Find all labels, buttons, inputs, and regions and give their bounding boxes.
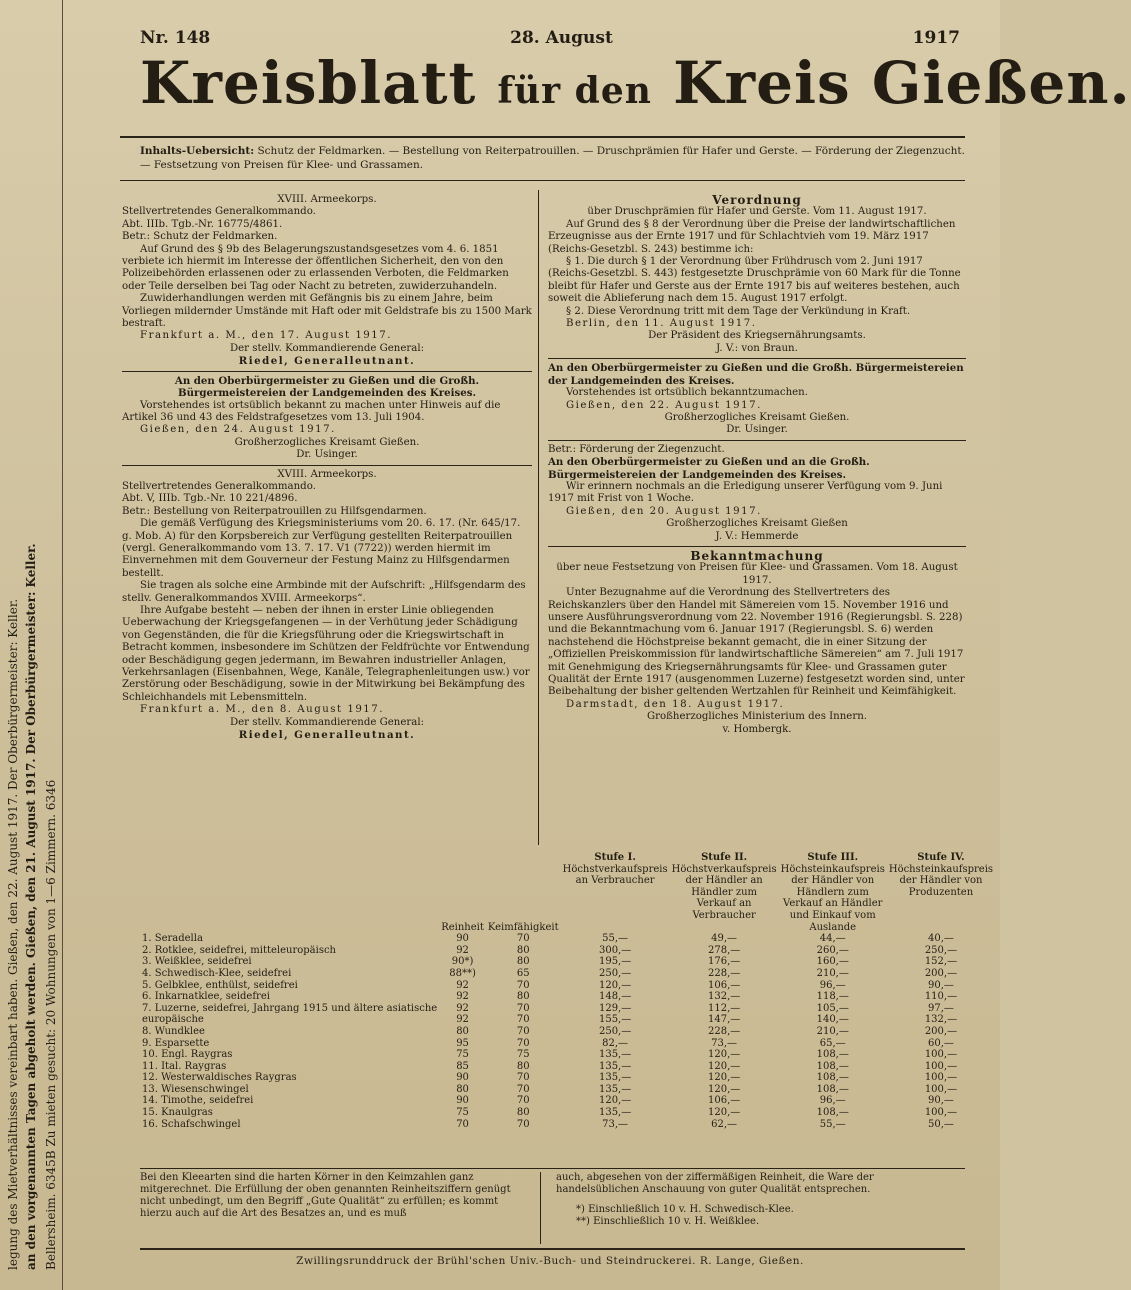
cell-keim: 75 [516,1049,530,1061]
cell-keim: 70 [516,1037,530,1049]
divider [548,546,966,547]
cell-stufe-3: 108,— [816,1107,849,1119]
b-place: Gießen, den 22. August 1917. [566,399,762,411]
verordnung-signature-2: J. V.: von Braun. [716,342,798,354]
cell-stufe-2: 228,— [707,967,741,979]
a1-kommando: Stellvertretendes Generalkommando. [122,206,316,218]
cell-stufe-3: 44,— [819,933,846,945]
cell-keim: 70 [516,1025,530,1037]
z-signature-2: J. V.: Hemmerde [715,530,799,542]
a1-abt: Abt. IIIb. Tgb.-Nr. 16775/4861. [122,218,283,230]
seed-name: 15. Knaulgras [142,1107,213,1119]
stufe-4-title: Stufe IV. [917,852,965,863]
divider [548,358,966,359]
cell-stufe-1: 195,— [598,956,632,968]
table-row [140,933,995,945]
verordnung-body-1: Auf Grund des § 8 der Verordnung über die Preise der landwirtschaftlichen Erzeugnisse aus der Ernte 1917 und für Schlachtvieh vom 19. März 1917 (Reichs-Gesetzbl. S. 243) bestimme ich: [548,218,956,255]
cell-stufe-2: 62,— [711,1118,738,1130]
table-row [140,956,995,968]
seed-name: 7. Luzerne, seidefrei, Jahrgang 1915 und ältere asiatische [142,1002,438,1014]
a1-signature-2: Riedel, Generalleutnant. [238,355,416,368]
cell-keim: 70 [516,1072,530,1084]
seed-name: 9. Esparsette [142,1037,210,1049]
table-row [140,1014,995,1026]
cell-keim: 70 [516,1095,530,1107]
cell-stufe-4: 152,— [924,956,958,968]
cell-reinheit: 70 [456,1118,469,1130]
toc-text: Schutz der Feldmarken. — Bestellung von Reiterpatrouillen. — Druschprämien für Hafer und Gerste. — Förderung der Ziegenzucht. — Festsetzung von Preisen für Klee- und Grassamen. [140,145,965,171]
cell-stufe-3: 210,— [816,967,849,979]
b-body: Vorstehendes ist ortsüblich bekanntzumachen. [566,387,808,399]
a3-signature-2: Riedel, Generalleutnant. [238,729,416,742]
cell-stufe-2: 73,— [711,1037,738,1049]
cell-stufe-1: 300,— [598,944,632,956]
cell-stufe-1: 120,— [598,1095,632,1107]
cell-stufe-1: 135,— [598,1083,632,1095]
table-row [140,1072,995,1084]
masthead-title [140,49,1131,122]
cell-stufe-2: 106,— [707,1095,741,1107]
cell-keim: 70 [516,1118,530,1130]
col-stufe-3 [779,852,887,933]
table-row [140,1084,995,1096]
b-signature-1: Großherzogliches Kreisamt Gießen. [664,411,850,423]
cell-stufe-2: 106,— [707,979,741,991]
seed-name: 12. Westerwaldisches Raygras [142,1072,297,1084]
cell-keim: 70 [516,979,530,991]
table-header-row [140,852,995,933]
table-of-contents [140,144,965,172]
masthead-word-2: für den [497,70,652,112]
cell-reinheit: 92 [456,944,469,956]
cell-stufe-3: 105,— [816,1002,849,1014]
b-signature-2: Dr. Usinger. [726,424,788,436]
cell-reinheit: 75 [456,1107,469,1119]
cell-stufe-3: 260,— [816,944,849,956]
cell-stufe-1: 135,— [598,1060,632,1072]
cell-stufe-2: 120,— [707,1107,741,1119]
bekanntmachung-subtitle: über neue Festsetzung von Preisen für Klee- und Grassamen. Vom 18. August 1917. [556,562,958,586]
cell-reinheit: 90 [456,1072,469,1084]
cell-stufe-1: 155,— [598,1014,632,1026]
stufe-1-title: Stufe I. [594,852,636,863]
cell-stufe-3: 210,— [816,1025,849,1037]
cell-keim: 65 [516,967,530,979]
col-stufe-2 [670,852,779,933]
seed-name: 3. Weißklee, seidefrei [142,956,252,968]
cell-stufe-2: 176,— [707,956,741,968]
cell-stufe-4: 50,— [928,1118,954,1130]
a1-body-1: Auf Grund des § 9b des Belagerungszustandsgesetzes vom 4. 6. 1851 verbiete ich hiermit im Interesse der öffentlichen Sicherheit, den von den Polizeibehörden erlassenen oder zu erlassenden Verboten, die Feldmarken oder Teile derselben bei Tag oder Nacht zu betreten, zuwiderzuhandeln. [122,243,509,292]
cell-stufe-2: 120,— [707,1060,741,1072]
cell-stufe-1: 73,— [602,1118,629,1130]
cell-reinheit: 92 [456,1002,469,1014]
cell-stufe-4: 200,— [924,967,958,979]
toc-label: Inhalts-Uebersicht: [140,145,255,157]
cell-stufe-2: 112,— [707,1002,741,1014]
cell-stufe-3: 96,— [819,1095,846,1107]
z-betr: Betr.: Förderung der Ziegenzucht. [548,443,725,455]
cell-reinheit: 75 [456,1049,469,1061]
right-column [548,194,966,736]
bekanntmachung-signature-1: Großherzogliches Ministerium des Innern. [646,711,868,723]
seed-name: 1. Seradella [142,933,203,945]
seed-name: 2. Rotklee, seidefrei, mitteleuropäisch [142,944,336,956]
cell-stufe-1: 135,— [598,1049,632,1061]
a3-korps: XVIII. Armeekorps. [277,468,377,480]
cell-reinheit: 85 [456,1060,469,1072]
cell-stufe-4: 90,— [928,979,954,991]
z-heading: An den Oberbürgermeister zu Gießen und an die Großh. Bürgermeistereien der Landgemeinden des Kreises. [548,456,870,481]
verordnung-title: Verordnung [712,193,802,207]
verordnung-signature-1: Der Präsident des Kriegsernährungsamts. [648,330,866,342]
cell-stufe-2: 120,— [707,1083,741,1095]
cell-stufe-2: 120,— [707,1049,741,1061]
a3-kommando: Stellvertretendes Generalkommando. [122,480,316,492]
table-notes-left: Bei den Kleearten sind die harten Körner in den Keimzahlen ganz mitgerechnet. Die Erfüllung der oben genannten Reinheitsziffern genügt nicht unbedingt, um den Begriff „Gute Qualität“ zu erfüllen; es kommt hierzu auch auf die Art des Besatzes an, und es muß [140,1172,511,1219]
masthead-word-1: Kreisblatt [140,49,477,117]
cell-stufe-1: 120,— [598,979,632,991]
seed-price-table [140,852,995,1130]
rule-under-toc [120,180,965,181]
b-heading: An den Oberbürgermeister zu Gießen und die Großh. Bürgermeistereien der Landgemeinden des Kreises. [548,362,964,387]
stufe-1-desc: Höchstverkaufspreis an Verbraucher [562,863,668,887]
issue-year: 1917 [912,28,960,48]
verordnung-body-3: § 2. Diese Verordnung tritt mit dem Tage der Verkündung in Kraft. [566,305,911,317]
a2-place: Gießen, den 24. August 1917. [140,424,336,436]
seed-name: 11. Ital. Raygras [142,1060,227,1072]
cell-stufe-2: 228,— [707,1025,741,1037]
masthead-word-3: Kreis Gießen. [673,49,1131,117]
col-stufe-1 [561,852,670,933]
cell-stufe-1: 148,— [598,991,632,1003]
cell-reinheit: 90 [456,1095,469,1107]
cell-stufe-2: 120,— [707,1072,741,1084]
z-place: Gießen, den 20. August 1917. [566,505,762,517]
table-row [140,980,995,992]
table-row [140,1107,995,1119]
cell-keim: 80 [516,944,530,956]
cell-reinheit: 80 [456,1025,469,1037]
cell-stufe-1: 250,— [598,967,632,979]
rule-bottom [140,1248,965,1250]
bekanntmachung-body: Unter Bezugnahme auf die Verordnung des Stellvertreters des Reichskanzlers über den Handel mit Sämereien vom 15. November 1916 und unsere Ausführungsverordnung vom 22. November 1916 (Regierungsbl. S. 228) und die Bekanntmachung vom 6. Januar 1917 (Regierungsbl. S. 6) werden nachstehend die Höchstpreise bekannt gemacht, die in einer Sitzung der „Offiziellen Preiskommission für landwirtschaftliche Sämereien“ am 7. Juli 1917 mit Genehmigung des Kriegsernährungsamts für Klee- und Grassamen guter Qualität der Ernte 1917 (ausgenommen Luzerne) festgesetzt worden sind, unter Beibehaltung der bisher geltenden Wertzahlen für Reinheit und Keimfähigkeit. [548,587,965,698]
left-column [122,194,532,741]
table-row [140,1049,995,1061]
a2-signature-1: Großherzogliches Kreisamt Gießen. [234,436,420,448]
cell-stufe-1: 82,— [602,1037,629,1049]
bekanntmachung-place: Darmstadt, den 18. August 1917. [566,698,785,710]
divider [122,371,532,372]
a1-body-2: Zuwiderhandlungen werden mit Gefängnis bis zu einem Jahre, beim Vorliegen mildernder Umstände mit Haft oder mit Geldstrafe bis zu 1500 Mark bestraft. [122,293,532,330]
table-row [140,1026,995,1038]
stufe-2-desc: Höchstverkaufspreis der Händler an Händler zum Verkauf an Verbraucher [671,863,777,921]
a2-body: Vorstehendes ist ortsüblich bekannt zu machen unter Hinweis auf die Artikel 36 und 43 des Feldstrafgesetzes vom 13. Juli 1904. [122,399,501,423]
cell-stufe-4: 250,— [924,944,958,956]
cell-reinheit: 92 [456,991,469,1003]
verordnung-subtitle: über Druschprämien für Hafer und Gerste. Vom 11. August 1917. [587,206,927,218]
divider [122,465,532,466]
seed-name: 6. Inkarnatklee, seidefrei [142,991,270,1003]
cell-stufe-1: 129,— [598,1002,632,1014]
cell-stufe-2: 278,— [707,944,741,956]
table-row [140,1095,995,1107]
table-row [140,1061,995,1073]
cell-stufe-4: 97,— [928,1002,954,1014]
cell-keim: 80 [516,1107,530,1119]
cell-keim: 70 [516,933,530,945]
seed-name: 16. Schafschwingel [142,1118,241,1130]
cell-reinheit: 92 [456,979,469,991]
left-margin-strip [0,0,63,1290]
cell-stufe-3: 108,— [816,1083,849,1095]
a2-heading: An den Oberbürgermeister zu Gießen und die Großh. Bürgermeistereien der Landgemeinden des Kreises. [174,374,480,400]
seed-name: 8. Wundklee [142,1025,205,1037]
margin-fragment-c: Bellersheim. 6345B Zu mieten gesucht: 20 Wohnungen von 1—6 Zimmern. 6346 [44,779,58,1270]
z-body: Wir erinnern nochmals an die Erledigung unserer Verfügung vom 9. Juni 1917 mit Frist von 1 Woche. [548,480,943,505]
cell-stufe-1: 55,— [602,933,629,945]
cell-stufe-4: 40,— [928,933,954,945]
seed-name: 10. Engl. Raygras [142,1049,233,1061]
seed-name: 13. Wiesenschwingel [142,1083,249,1095]
cell-reinheit: 90 [456,933,469,945]
cell-stufe-4: 100,— [924,1060,958,1072]
a1-korps: XVIII. Armeekorps. [277,194,377,205]
a3-body-1: Die gemäß Verfügung des Kriegsministeriums vom 20. 6. 17. (Nr. 645/17. g. Mob. A) für den Korpsbereich zur Verfügung gestellten Reiterpatrouillen (vergl. Generalkommando vom 13. 7. 17. V1 (7722)) werden hiermit im Einvernehmen mit dem Gouverneur der Festung Mainz zu Hilfsgendarmen bestellt. [122,518,521,579]
cell-stufe-1: 250,— [598,1025,632,1037]
a3-place: Frankfurt a. M., den 8. August 1917. [140,704,385,716]
cell-keim: 80 [516,991,530,1003]
cell-reinheit: 80 [456,1083,469,1095]
bekanntmachung-signature-2: v. Hombergk. [722,723,792,735]
a2-signature-2: Dr. Usinger. [296,449,358,461]
verordnung-place: Berlin, den 11. August 1917. [566,318,757,330]
a3-betr: Betr.: Bestellung von Reiterpatrouillen zu Hilfsgendarmen. [122,505,427,517]
cell-stufe-3: 118,— [816,991,849,1003]
cell-reinheit: 95 [456,1037,469,1049]
col-keim: Keimfähigkeit [487,921,559,933]
cell-stufe-3: 55,— [819,1118,846,1130]
footnote-1: *) Einschließlich 10 v. H. Schwedisch-Klee. [576,1204,794,1215]
cell-stufe-3: 108,— [816,1049,849,1061]
a1-place: Frankfurt a. M., den 17. August 1917. [140,330,392,342]
cell-stufe-4: 100,— [924,1049,958,1061]
a1-signature-1: Der stellv. Kommandierende General: [229,342,425,354]
cell-reinheit: 92 [456,1014,469,1026]
printer-imprint: Zwillingsrunddruck der Brühl'schen Univ.-Buch- und Steindruckerei. R. Lange, Gießen. [296,1255,804,1267]
footnote-2: **) Einschließlich 10 v. H. Weißklee. [576,1216,760,1227]
table-row [140,968,995,980]
issue-number: Nr. 148 [140,28,211,48]
notes-continuation: auch, abgesehen von der ziffermäßigen Reinheit, die Ware der handelsüblichen Anschauung von guter Qualität entsprechen. [556,1172,874,1195]
table-row [140,1038,995,1050]
cell-reinheit: 90*) [451,956,474,968]
seed-name: 5. Gelbklee, enthülst, seidefrei [142,979,298,991]
cell-stufe-2: 49,— [711,933,738,945]
cell-stufe-3: 96,— [819,979,846,991]
cell-stufe-4: 100,— [924,1107,958,1119]
table-row [140,1119,995,1131]
cell-stufe-4: 132,— [924,1014,958,1026]
margin-fragment-a: legung des Mietverhältnisses vereinbart haben. Gießen, den 22. August 1917. Der Oberbürgermeister: Keller. [6,598,20,1270]
margin-fragment-b: an den vorgenannten Tagen abgeholt werden. Gießen, den 21. August 1917. Der Oberbürgermeister: Keller. [24,543,38,1270]
table-row [140,1003,995,1015]
verordnung-body-2: § 1. Die durch § 1 der Verordnung über Frühdrusch vom 2. Juni 1917 (Reichs-Gesetzbl. S. 443) festgesetzte Druschprämie von 60 Mark für die Tonne bleibt für Hafer und Gerste aus der Ernte 1917 bis auf weiteres bestehen, auch soweit die Ablieferung nach dem 15. August 1917 erfolgt. [548,256,961,305]
cell-stufe-3: 140,— [816,1014,849,1026]
cell-keim: 80 [516,1060,530,1072]
cell-stufe-3: 160,— [816,956,849,968]
z-signature-1: Großherzogliches Kreisamt Gießen [666,518,848,530]
divider [548,440,966,441]
column-separator [538,190,539,845]
stufe-2-title: Stufe II. [701,852,748,863]
a3-body-3: Ihre Aufgabe besteht — neben der ihnen in erster Linie obliegenden Ueberwachung der Kriegsgefangenen — in der Verhütung jeder Schädigung von Gegenständen, die für die Kriegsführung oder die Kriegswirtschaft in Betracht kommen, insbesondere im Schützen der Feldfrüchte vor Entwendung oder Beschädigung gegen jedermann, im Bewahren industrieller Anlagen, Verkehrsanlagen (Eisenbahnen, Wege, Kanäle, Telegraphenleitungen usw.) vor Zerstörung oder Beschädigung, sowie in der Mitwirkung bei Bekämpfung des Schleichhandels mit Lebensmitteln. [122,605,530,703]
cell-stufe-2: 147,— [707,1014,741,1026]
table-row [140,945,995,957]
seed-name: europäische [142,1014,204,1026]
cell-stufe-3: 108,— [816,1072,849,1084]
col-reinheit: Reinheit [441,921,484,933]
issue-date: 28. August [510,28,613,48]
stufe-3-desc: Höchsteinkaufspreis der Händler von Händlern zum Verkauf an Händler und Einkauf vom Auslande [780,863,885,933]
stufe-4-desc: Höchsteinkaufspreis der Händler von Produzenten [888,863,994,898]
cell-stufe-1: 135,— [598,1072,632,1084]
cell-stufe-4: 200,— [924,1025,958,1037]
cell-keim: 80 [516,956,530,968]
cell-reinheit: 88**) [449,967,476,979]
cell-stufe-4: 100,— [924,1072,958,1084]
seed-name: 14. Timothe, seidefrei [142,1095,254,1107]
cell-stufe-1: 135,— [598,1107,632,1119]
col-stufe-4 [887,852,995,933]
a3-body-2: Sie tragen als solche eine Armbinde mit der Aufschrift: „Hilfsgendarm des stellv. Generalkommandos XVIII. Armeekorps“. [122,580,526,604]
rule-under-table [140,1168,965,1169]
seed-name: 4. Schwedisch-Klee, seidefrei [142,967,292,979]
a3-abt: Abt. V, IIIb. Tgb.-Nr. 10 221/4896. [122,493,298,505]
issue-line [140,28,960,48]
cell-keim: 70 [516,1083,530,1095]
table-notes-right [556,1172,956,1228]
cell-stufe-4: 90,— [928,1095,954,1107]
cell-keim: 70 [516,1014,530,1026]
a1-betr: Betr.: Schutz der Feldmarken. [122,231,278,243]
cell-stufe-2: 132,— [707,991,741,1003]
cell-stufe-3: 108,— [816,1060,849,1072]
bekanntmachung-title: Bekanntmachung [690,548,824,563]
table-row [140,991,995,1003]
cell-stufe-4: 100,— [924,1083,958,1095]
cell-stufe-3: 65,— [819,1037,846,1049]
masthead-block [140,28,1131,122]
cell-keim: 70 [516,1002,530,1014]
stufe-3-title: Stufe III. [807,852,859,863]
notes-separator [540,1172,541,1244]
rule-top [120,136,965,138]
cell-stufe-4: 60,— [928,1037,954,1049]
a3-signature-1: Der stellv. Kommandierende General: [229,716,425,728]
cell-stufe-4: 110,— [924,991,958,1003]
